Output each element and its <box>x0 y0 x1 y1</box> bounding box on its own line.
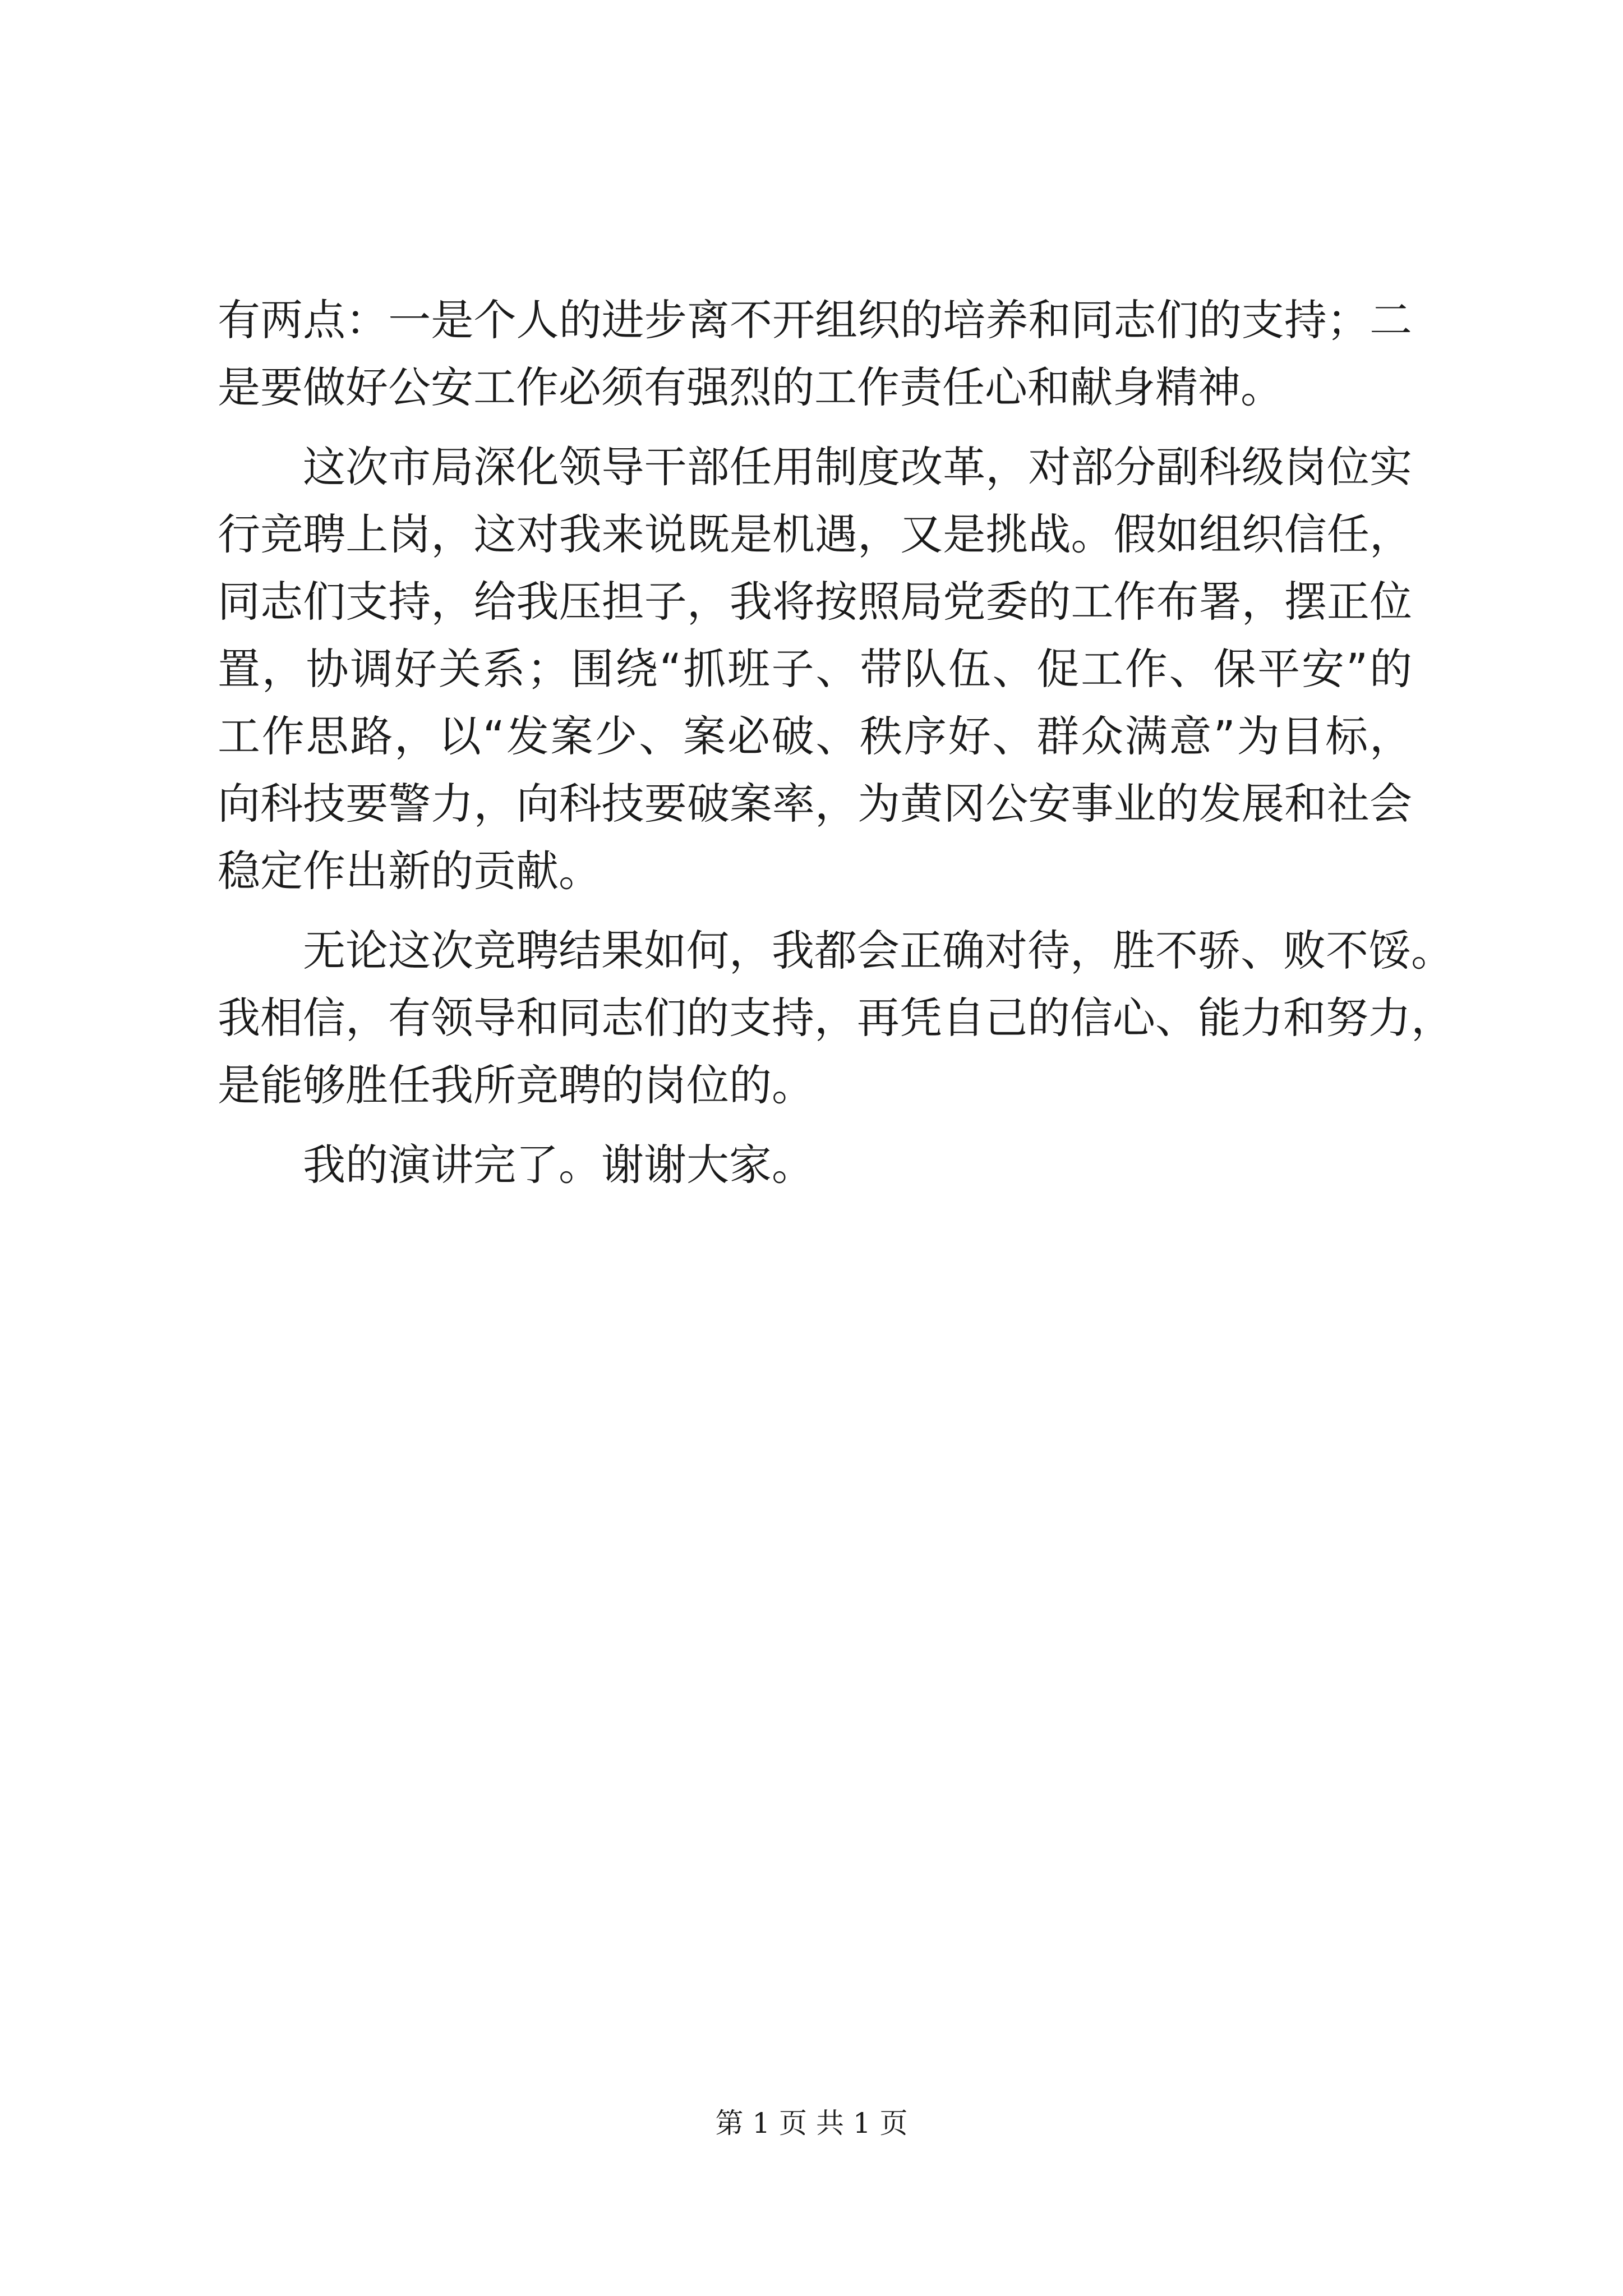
paragraph-1 <box>218 292 1412 416</box>
paragraph-3 <box>218 922 1454 1114</box>
paragraph-line: 有两点：一是个人的进步离不开组织的培养和同志们的支持；二 <box>218 295 1412 345</box>
paragraph-line: 是要做好公安工作必须有强烈的工作责任心和献身精神。 <box>218 362 1283 412</box>
paragraph-2 <box>218 439 1412 900</box>
paragraph-line: 无论这次竞聘结果如何，我都会正确对待，胜不骄、败不馁。 <box>303 926 1454 976</box>
paragraph-line: 我相信，有领导和同志们的支持，再凭自己的信心、能力和努力， <box>218 993 1454 1043</box>
paragraph-line: 我的演讲完了。谢谢大家。 <box>303 1140 814 1190</box>
paragraph-line: 向科技要警力，向科技要破案率，为黄冈公安事业的发展和社会 <box>218 779 1412 829</box>
paragraph-line: 稳定作出新的贡献。 <box>218 846 601 896</box>
paragraph-4 <box>218 1137 1412 1194</box>
paragraph-line: 工作思路，以“发案少、案必破、秩序好、群众满意”为目标， <box>218 711 1412 761</box>
paragraph-line: 这次市局深化领导干部任用制度改革，对部分副科级岗位实 <box>303 442 1412 492</box>
document-body <box>218 292 1454 1216</box>
paragraph-line: 置，协调好关系；围绕“抓班子、带队伍、促工作、保平安”的 <box>218 644 1412 694</box>
paragraph-line: 同志们支持，给我压担子，我将按照局党委的工作布署，摆正位 <box>218 577 1412 627</box>
paragraph-line: 是能够胜任我所竞聘的岗位的。 <box>218 1060 814 1110</box>
page-number-footer: 第 1 页 共 1 页 <box>715 2107 908 2139</box>
paragraph-line: 行竞聘上岗，这对我来说既是机遇，又是挑战。假如组织信任， <box>218 509 1412 559</box>
